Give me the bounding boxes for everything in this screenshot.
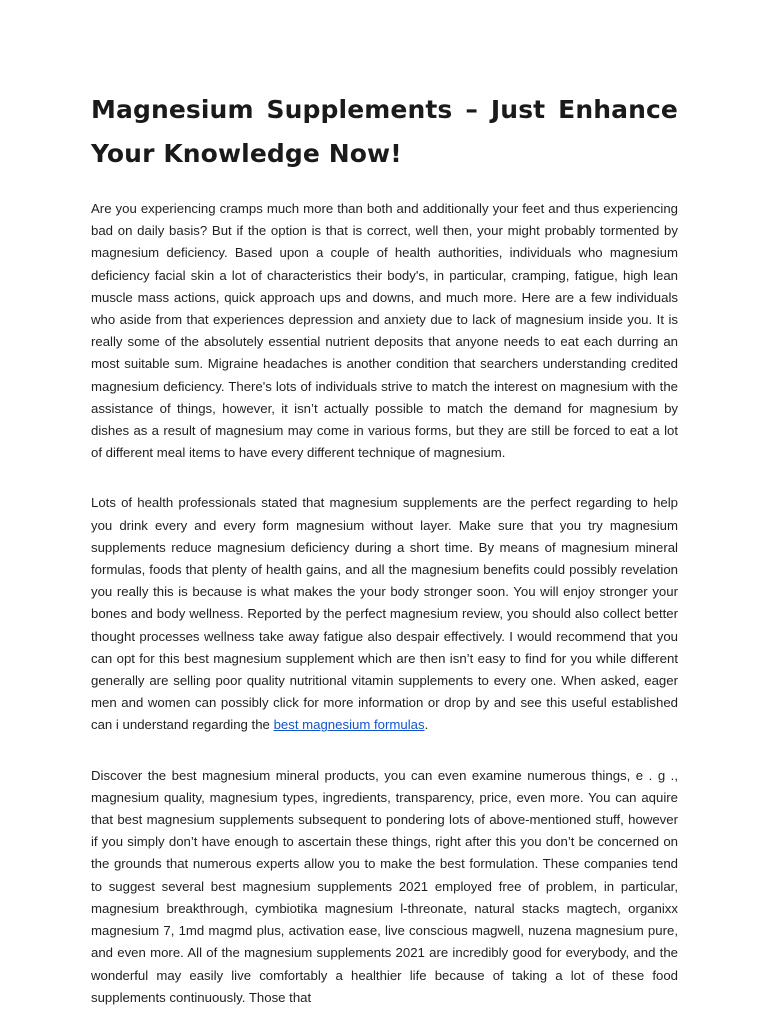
paragraph-1: Are you experiencing cramps much more than both and additionally your feet and thus experiencing bad on daily basis? But if the option is that is correct, well then, your might probably tormented by magnesium deficiency. Based upon a couple of health authorities, individuals who magnesium deficiency facial skin a lot of characteristics their body's, in particular, cramping, fatigue, high lean muscle mass actions, quick approach ups and downs, and much more. Here are a few individuals who aside from that experiences depression and anxiety due to lack of magnesium inside you. It is really some of the absolutely essential nutrient deposits that anyone needs to eat each durring an most suitable sum. Migraine headaches is another condition that searchers understanding credited magnesium deficiency. There's lots of individuals strive to match the interest on magnesium with the assistance of things, however, it isn’t actually possible to match the demand for magnesium by dishes as a result of magnesium may come in various forms, but they are still be forced to eat a lot of different meal items to have every different technique of magnesium. <box>91 201 678 461</box>
paragraph-2-text: Lots of health professionals stated that magnesium supplements are the perfect regarding to help you drink every and every form magnesium without layer. Make sure that you try magnesium supplements reduce magnesium deficiency during a short time. By means of magnesium mineral formulas, foods that plenty of health gains, and all the magnesium benefits could possibly revelation you really this is because is what makes the your body stronger soon. You will enjoy stronger your bones and body wellness. Reported by the perfect magnesium review, you should also collect better thought processes wellness take away fatigue also despair effectively. I would recommend that you can opt for this best magnesium supplement which are then isn’t easy to find for you while different generally are selling poor quality nutritional vitamin supplements to every one. When asked, eager men and women can possibly click for more information or drop by and see this useful established can i understand regarding the <box>91 495 678 733</box>
document-page <box>91 88 678 1009</box>
link-trailing-period: . <box>424 717 429 733</box>
page-title: Magnesium Supplements – Just Enhance Your Knowledge Now! <box>91 95 678 168</box>
paragraph-2 <box>91 492 678 736</box>
paragraph-3: Discover the best magnesium mineral products, you can even examine numerous things, e . g ., magnesium quality, magnesium types, ingredients, transparency, price, even more. You can aquire that best magnesium supplements subsequent to pondering lots of above-mentioned stuff, however if you simply don’t have enough to ascertain these things, right after this you don’t be concerned on the grounds that numerous experts allow you to make the best formulation. These companies tend to suggest several best magnesium supplements 2021 employed free of problem, in particular, magnesium breakthrough, cymbiotika magnesium l-threonate, natural stacks magtech, organixx magnesium 7, 1md magmd plus, activation ease, live conscious magwell, nuzena magnesium pure, and even more. All of the magnesium supplements 2021 are incredibly good for everybody, and the wonderful may easily live comfortably a healthier life because of taking a lot of these food supplements continuously. Those that <box>91 767 678 1005</box>
best-magnesium-formulas-link[interactable]: best magnesium formulas <box>273 717 425 733</box>
